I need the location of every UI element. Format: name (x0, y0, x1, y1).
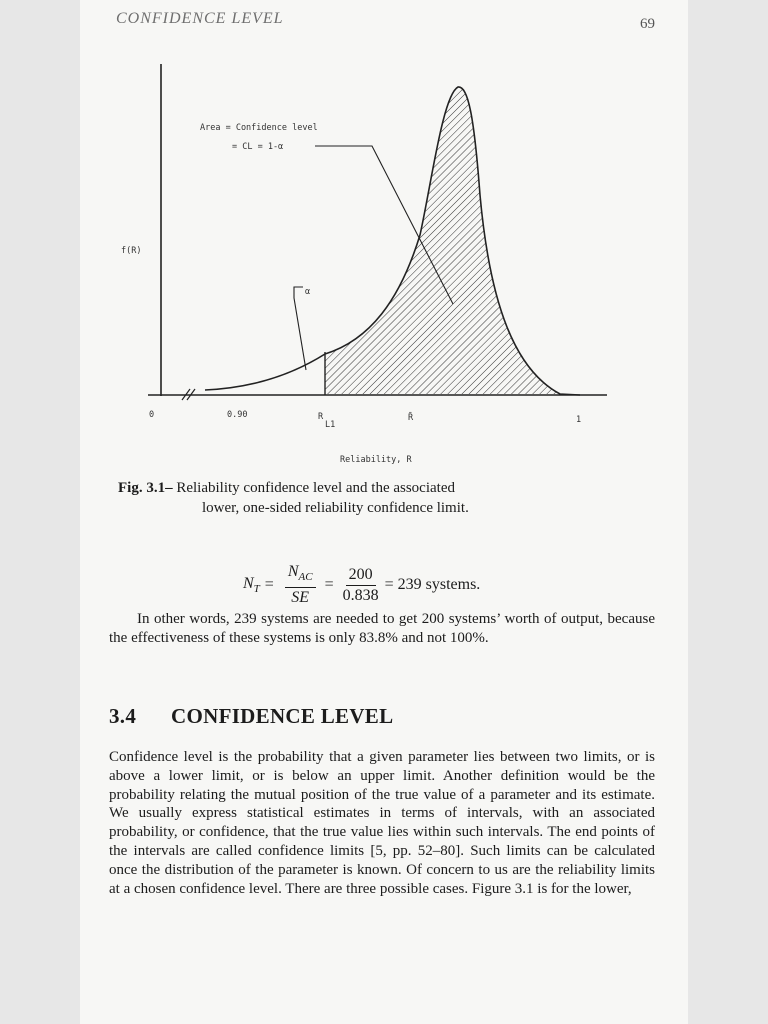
section-heading (109, 704, 393, 729)
paragraph-confidence-level: Confidence level is the probability that a given parameter lies between two limits, or is above a lower limit, or is below an upper limit. Another definition would be the probability relating the mutual position of the true value of a parameter and its estimate. We usually express statistical estimates in terms of intervals, with an associated probability, or confidence, that the true value lies within such intervals. The end points of the intervals are called confidence limits [5, pp. 52–80]. Such limits can be calculated once the distribution of the parameter is known. Of concern to us are the reliability limits at a chosen confidence level. There are three possible cases. Figure 3.1 is for the lower, (109, 749, 655, 897)
figure-caption-line1: Reliability confidence level and the associated (176, 480, 455, 496)
x-tick-rl-subscript: L1 (325, 420, 336, 430)
section-title: CONFIDENCE LEVEL (171, 704, 394, 728)
equation-lhs: $N_T$ (243, 575, 260, 596)
shaded-confidence-area (325, 87, 560, 394)
annotation-line2: = CL = 1-α (232, 142, 284, 152)
page-number: 69 (640, 16, 655, 32)
figure-caption-line2: lower, one-sided reliability confidence limit. (202, 500, 469, 516)
equation: $N_T$ = $\frac{N_{AC}}{SE}$ = $\frac{200}{0.838}$ = 239 systems. (243, 563, 481, 607)
figure-caption (118, 478, 598, 518)
equation-fraction-1: $\frac{N_{AC}}{SE}$ (285, 562, 316, 608)
running-head: CONFIDENCE LEVEL (116, 10, 284, 27)
x-tick-0-90: 0.90 (227, 410, 248, 420)
reliability-density-figure (0, 0, 768, 470)
y-axis-label: f(R) (121, 246, 142, 256)
paragraph-output: In other words, 239 systems are needed to get 200 systems’ worth of output, because the effectiveness of these systems is only 83.8% and not 100%. (109, 611, 655, 646)
x-tick-1: 1 (576, 415, 582, 425)
section-number: 3.4 (109, 704, 137, 728)
alpha-pointer (294, 287, 306, 370)
x-tick-0: 0 (149, 410, 155, 420)
x-axis-label: Reliability, R (340, 455, 412, 465)
x-tick-rl: R (318, 412, 324, 422)
alpha-label: α (305, 287, 311, 297)
equation-result: = 239 systems. (384, 576, 481, 594)
annotation-line1: Area = Confidence level (200, 123, 318, 133)
figure-caption-label: Fig. 3.1– (118, 480, 173, 496)
equation-fraction-2: $\frac{200}{0.838}$ (342, 565, 379, 604)
x-tick-rbar: R̄ (408, 413, 414, 423)
